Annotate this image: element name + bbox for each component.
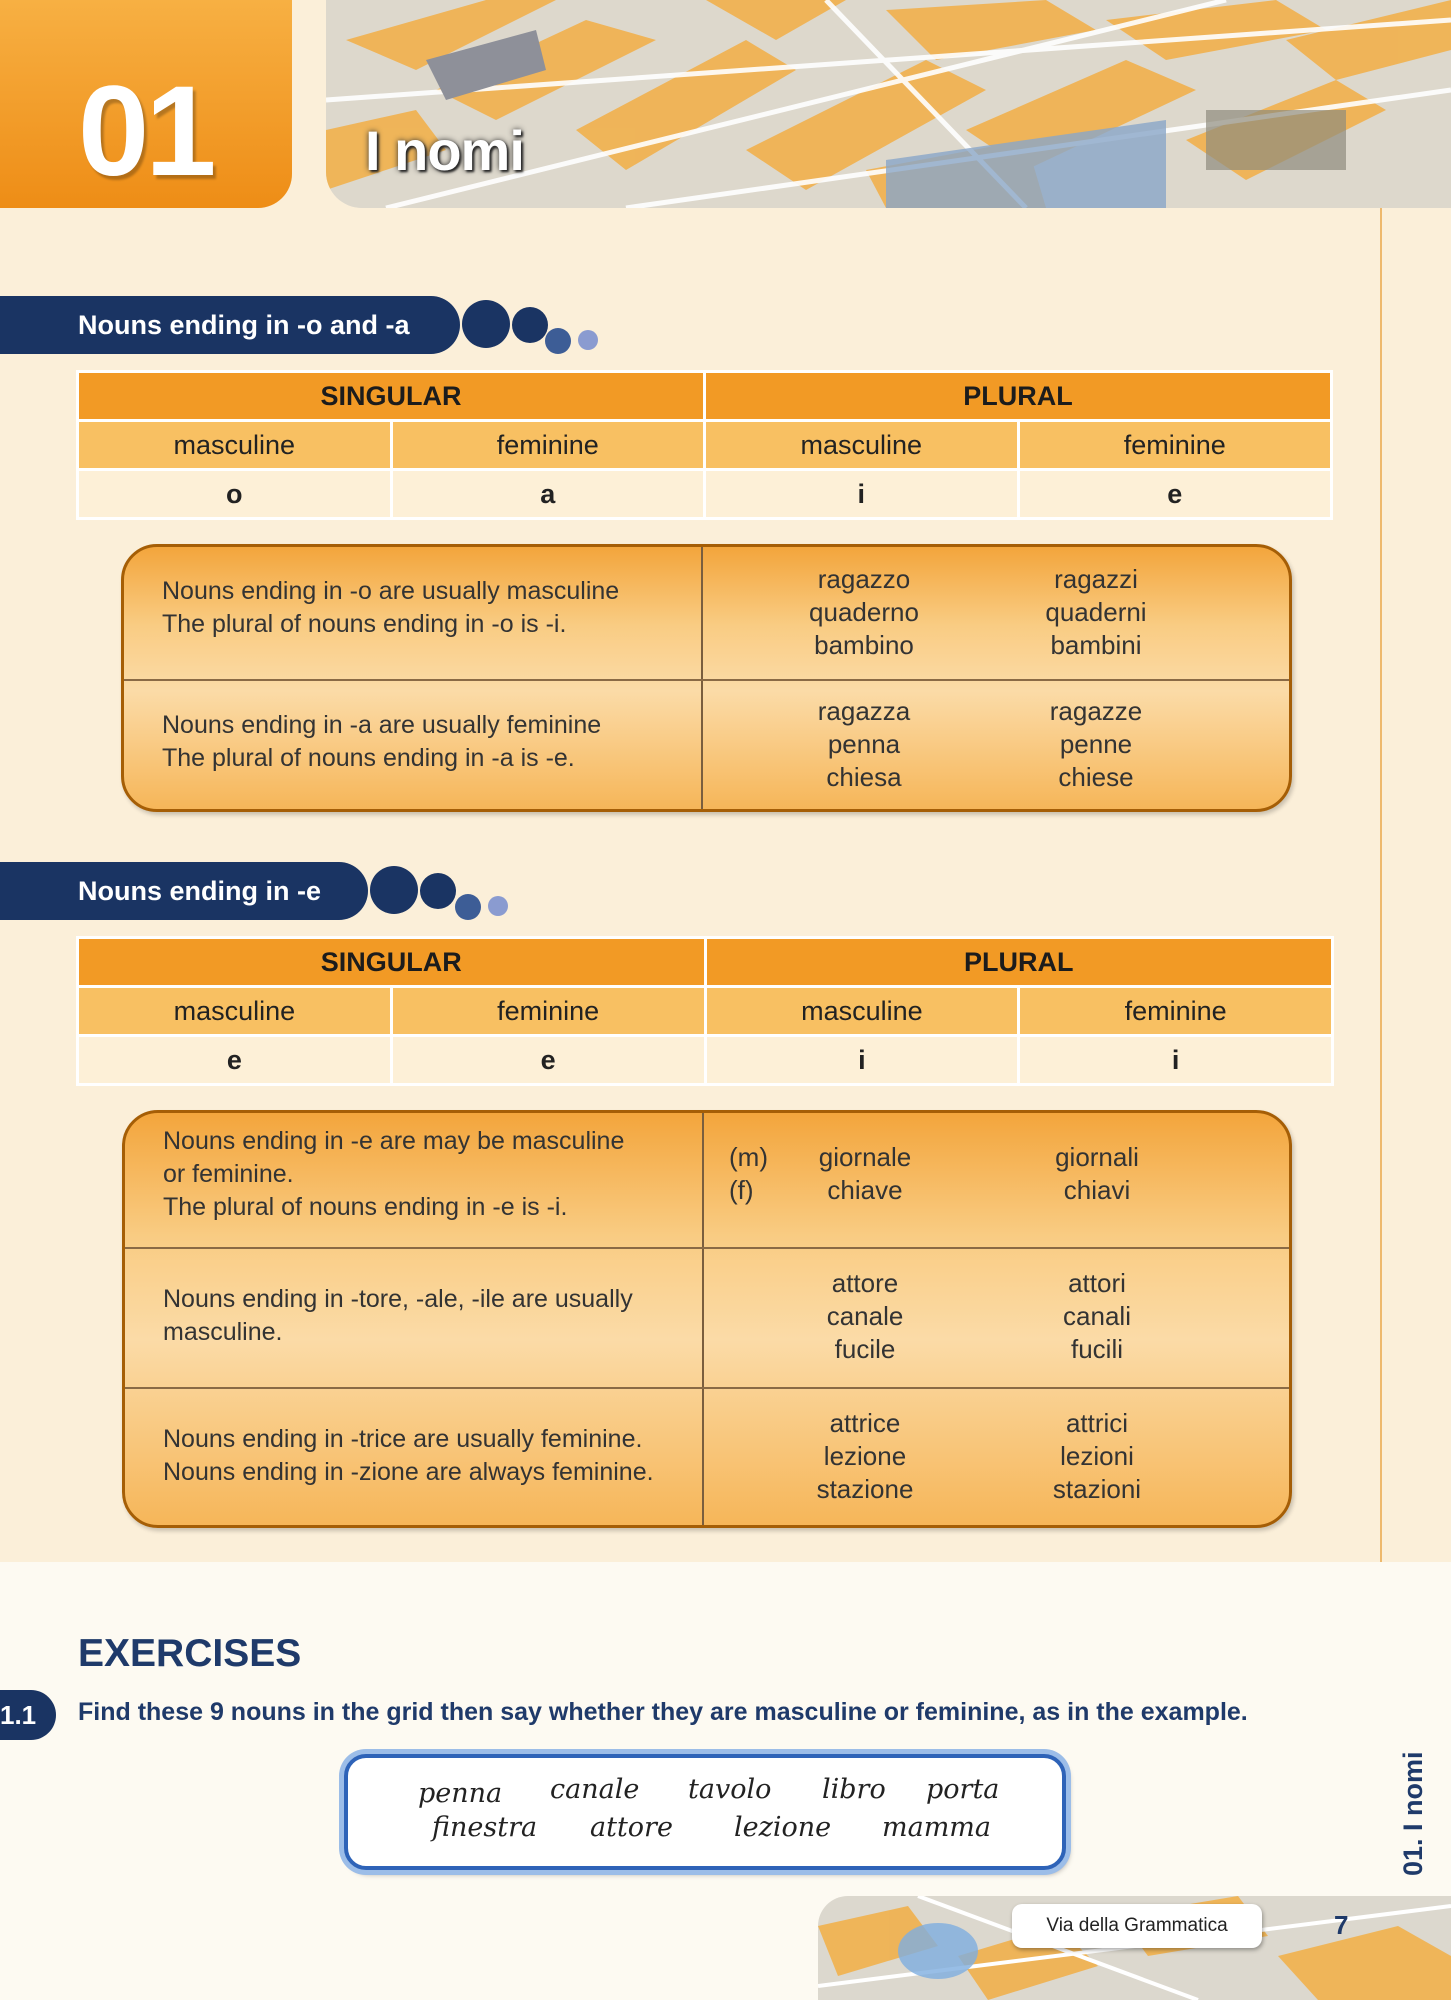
plural-example: chiese xyxy=(1058,762,1134,792)
singular-header: SINGULAR xyxy=(78,372,705,421)
rule-text: Nouns ending in -zione are always feminine. xyxy=(163,1458,654,1486)
rule-row xyxy=(124,679,1289,811)
ending-cell: e xyxy=(78,1036,392,1085)
gender-header: feminine xyxy=(1018,421,1332,470)
endings-table-o-a xyxy=(76,370,1333,520)
plural-header: PLURAL xyxy=(705,372,1332,421)
rule-text: Nouns ending in -trice are usually feminine. xyxy=(163,1425,643,1453)
rule-text: Nouns ending in -tore, -ale, -ile are usually xyxy=(163,1285,633,1313)
singular-example: giornale xyxy=(818,1142,912,1172)
singular-example: lezione xyxy=(823,1441,907,1471)
rules-box-o-a xyxy=(121,544,1292,812)
singular-example: stazione xyxy=(816,1474,914,1504)
rule-text: Nouns ending in -o are usually masculine xyxy=(162,577,620,605)
section-heading-text: Nouns ending in -e xyxy=(78,876,321,906)
word-item: lezione xyxy=(734,1812,832,1843)
exercise-number: 1.1 xyxy=(0,1690,56,1740)
ending-cell: e xyxy=(1018,470,1332,519)
singular-example: chiave xyxy=(827,1175,903,1205)
rule-text: The plural of nouns ending in -a is -e. xyxy=(162,744,575,772)
chapter-title: I nomi xyxy=(365,119,524,182)
rule-row xyxy=(124,547,1289,679)
plural-example: attori xyxy=(1068,1268,1126,1298)
singular-example: attore xyxy=(831,1268,899,1298)
section-heading-o-a xyxy=(0,296,460,354)
plural-example: lezioni xyxy=(1060,1441,1134,1471)
rule-row xyxy=(125,1113,1289,1247)
ending-cell: i xyxy=(1019,1036,1333,1085)
plural-example: quaderni xyxy=(1045,597,1147,627)
singular-example: attrice xyxy=(829,1408,901,1438)
section-heading-text: Nouns ending in -o and -a xyxy=(78,310,410,340)
singular-example: ragazzo xyxy=(817,564,911,594)
singular-example: chiesa xyxy=(826,762,902,792)
decorative-dot xyxy=(455,894,481,920)
ending-cell: i xyxy=(705,1036,1019,1085)
footer-tagline: Via della Grammatica xyxy=(1012,1904,1262,1948)
word-item: tavolo xyxy=(688,1774,772,1805)
rule-text: The plural of nouns ending in -e is -i. xyxy=(163,1193,568,1221)
plural-example: ragazze xyxy=(1049,696,1143,726)
rule-text: Nouns ending in -e are may be masculine xyxy=(163,1127,625,1155)
word-item: canale xyxy=(550,1774,640,1805)
plural-example: bambini xyxy=(1050,630,1142,660)
gender-header: feminine xyxy=(1019,987,1333,1036)
singular-example: bambino xyxy=(814,630,914,660)
word-item: attore xyxy=(590,1812,673,1843)
exercise-instruction: Find these 9 nouns in the grid then say whether they are masculine or feminine, as in the example. xyxy=(78,1698,1248,1726)
side-chapter-label xyxy=(1388,1740,1430,1880)
gender-marker: (m) xyxy=(729,1142,768,1172)
word-item: finestra xyxy=(432,1812,538,1843)
gender-header: masculine xyxy=(78,987,392,1036)
gender-header: masculine xyxy=(78,421,392,470)
plural-header: PLURAL xyxy=(705,938,1333,987)
plural-example: ragazzi xyxy=(1054,564,1138,594)
endings-table-e xyxy=(76,936,1334,1086)
singular-example: penna xyxy=(827,729,901,759)
rule-row xyxy=(125,1247,1289,1389)
section-heading-e xyxy=(0,862,368,920)
decorative-dot xyxy=(545,328,571,354)
ending-cell: a xyxy=(391,470,705,519)
ending-cell: o xyxy=(78,470,392,519)
plural-example: stazioni xyxy=(1052,1474,1142,1504)
plural-example: giornali xyxy=(1055,1142,1139,1172)
gender-header: feminine xyxy=(391,987,705,1036)
word-item: penna xyxy=(418,1778,503,1809)
gender-header: feminine xyxy=(391,421,705,470)
word-item: libro xyxy=(822,1774,886,1805)
singular-example: canale xyxy=(826,1301,904,1331)
singular-header: SINGULAR xyxy=(78,938,706,987)
decorative-dot xyxy=(462,300,510,348)
plural-example: canali xyxy=(1063,1301,1131,1331)
plural-example: penne xyxy=(1059,729,1133,759)
word-list-box xyxy=(344,1754,1066,1870)
rule-text: Nouns ending in -a are usually feminine xyxy=(162,711,602,739)
singular-example: quaderno xyxy=(809,597,919,627)
rule-text: The plural of nouns ending in -o is -i. xyxy=(162,610,567,638)
rule-text: or feminine. xyxy=(163,1160,294,1188)
rules-box-e xyxy=(122,1110,1292,1528)
page-number: 7 xyxy=(1334,1910,1349,1940)
gender-header: masculine xyxy=(705,987,1019,1036)
gender-marker: (f) xyxy=(729,1175,754,1205)
ending-cell: e xyxy=(391,1036,705,1085)
ending-cell: i xyxy=(705,470,1019,519)
plural-example: attrici xyxy=(1065,1408,1129,1438)
decorative-dot xyxy=(420,873,456,909)
rule-text: masculine. xyxy=(163,1318,283,1346)
side-chapter-label-text: 01. I nomi xyxy=(1398,1751,1428,1876)
decorative-dot xyxy=(488,896,508,916)
rule-row xyxy=(125,1387,1289,1527)
word-item: porta xyxy=(926,1774,1000,1805)
plural-example: chiavi xyxy=(1063,1175,1131,1205)
chapter-number: 01 xyxy=(78,60,213,203)
singular-example: ragazza xyxy=(817,696,911,726)
plural-example: fucili xyxy=(1070,1334,1123,1364)
singular-example: fucile xyxy=(834,1334,896,1364)
word-item: mamma xyxy=(882,1812,992,1843)
exercises-title: EXERCISES xyxy=(78,1632,302,1675)
decorative-dot xyxy=(512,307,548,343)
decorative-dot xyxy=(578,330,598,350)
gender-header: masculine xyxy=(705,421,1019,470)
decorative-dot xyxy=(370,866,418,914)
